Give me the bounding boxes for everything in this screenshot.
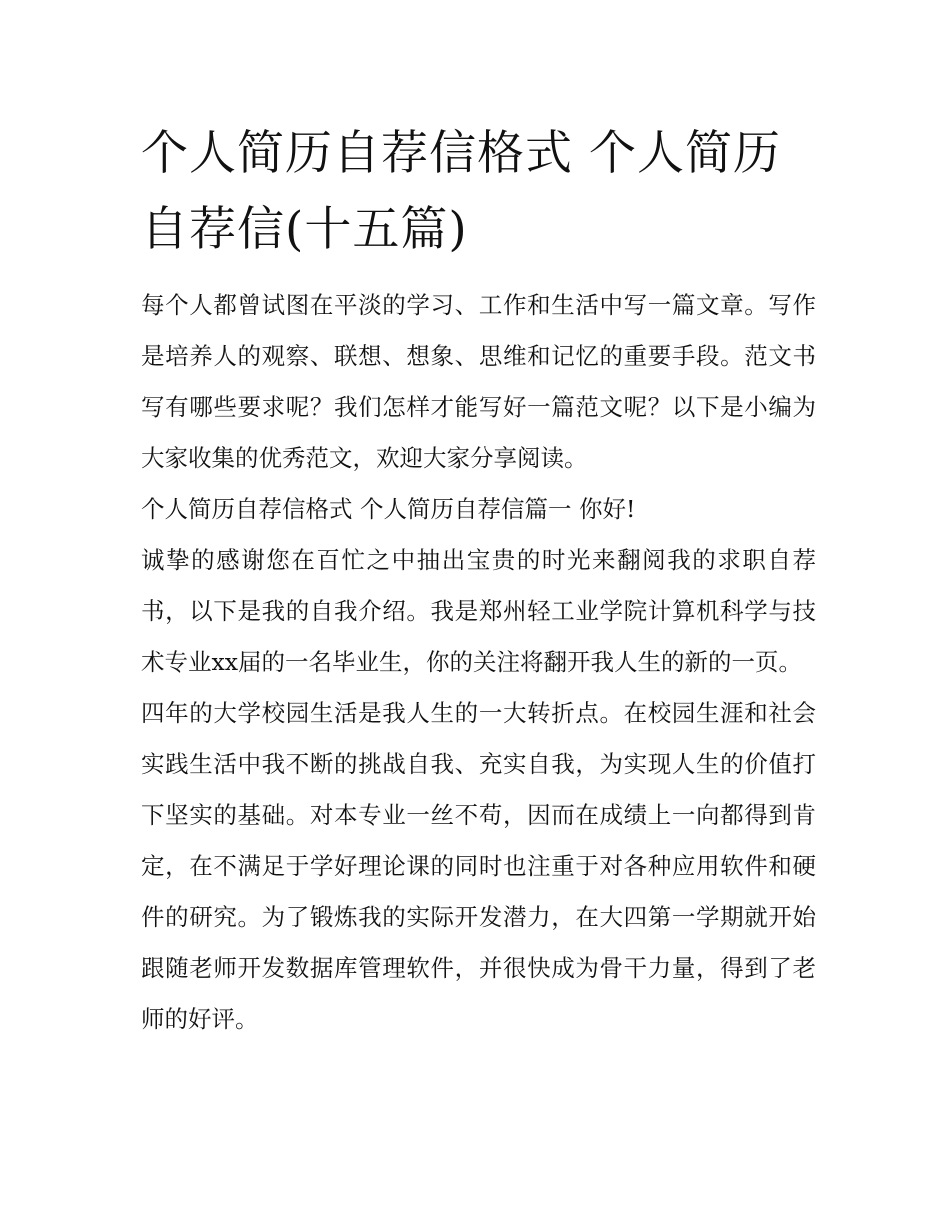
paragraph-self-introduction: 诚挚的感谢您在百忙之中抽出宝贵的时光来翻阅我的求职自荐书，以下是我的自我介绍。我是郑州轻工业学院计算机科学与技术专业xx届的一名毕业生，你的关注将翻开我人生的新的一页。 <box>141 546 816 676</box>
document-title: 个人简历自荐信格式 个人简历自荐信(十五篇) <box>141 126 781 257</box>
paragraph-intro: 每个人都曾试图在平淡的学习、工作和生活中写一篇文章。写作是培养人的观察、联想、想象、思维和记忆的重要手段。范文书写有哪些要求呢？我们怎样才能写好一篇范文呢？以下是小编为大家收集的优秀范文，欢迎大家分享阅读。 <box>141 291 816 472</box>
paragraph-university-life: 四年的大学校园生活是我人生的一大转折点。在校园生涯和社会实践生活中我不断的挑战自我、充实自我，为实现人生的价值打下坚实的基础。对本专业一丝不苟，因而在成绩上一向都得到肯定，在不满足于学好理论课的同时也注重于对各种应用软件和硬件的研究。为了锻炼我的实际开发潜力，在大四第一学期就开始跟随老师开发数据库管理软件，并很快成为骨干力量，得到了老师的好评。 <box>141 699 816 1033</box>
paragraph-section-heading: 个人简历自荐信格式 个人简历自荐信篇一 你好! <box>141 495 636 523</box>
document-body <box>141 280 816 1045</box>
